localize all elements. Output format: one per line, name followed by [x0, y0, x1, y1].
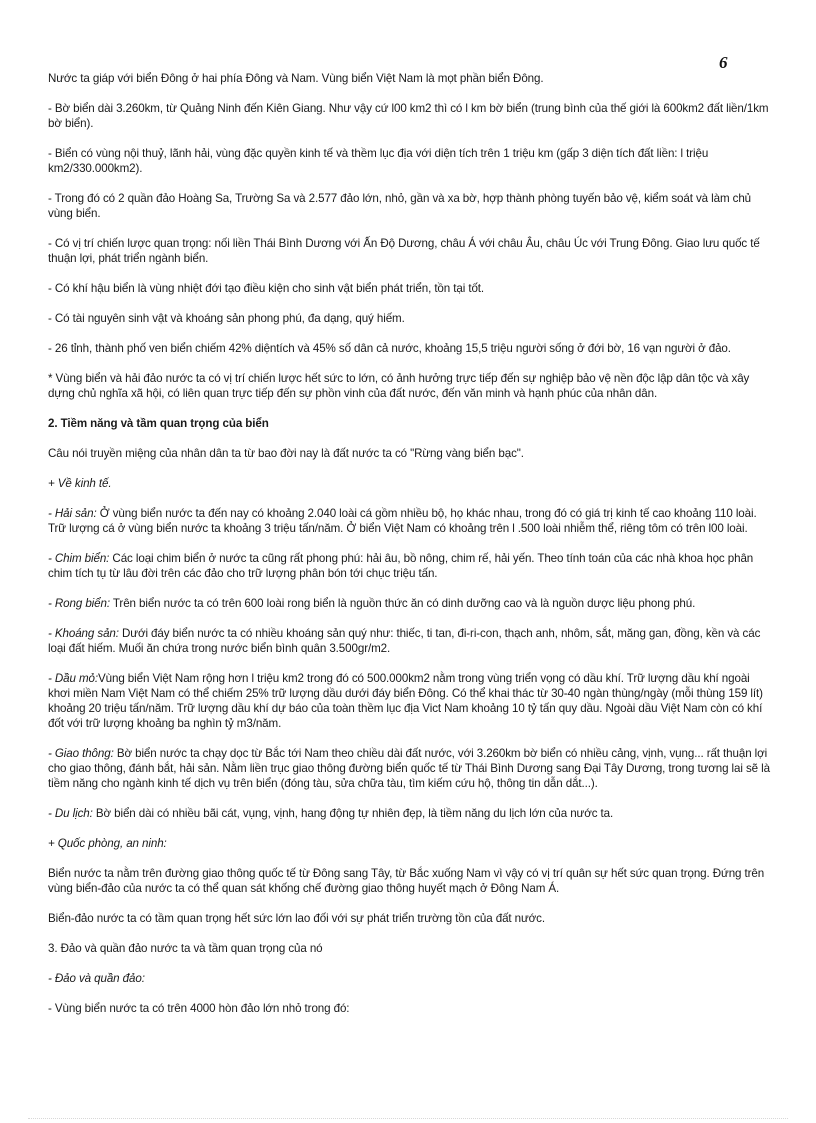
paragraph-coastline: - Bờ biển dài 3.260km, từ Quảng Ninh đến Kiên Giang. Như vậy cứ l00 km2 thì có l km bờ biển (trung bình của thế giới là 600km2 đất liền/1km bờ biển). [48, 102, 769, 130]
term-tourism: - Du lịch: [48, 807, 93, 820]
term-transport: - Giao thông: [48, 747, 114, 760]
paragraph-oil-text: Vùng biển Việt Nam rộng hơn l triệu km2 trong đó có 500.000km2 nằm trong vùng triển vọng có dầu khí. Trữ lượng dầu khí ngoài khơi miền Nam Việt Nam có thể chiếm 25% trữ lượng dầu dưới đáy biển Đông. Có thể khai thác từ 30-40 ngàn thùng/ngày (mỗi thùng 159 lít) khoảng 20 triệu tấn/năm. Trữ lượng dầu khí dự báo của toàn thềm lục địa Vict Nam khoảng 10 tỷ tấn quy dầu. Ngoài dầu Việt Nam còn có khí đốt với trữ lượng khoảng ba nghìn tỷ m3/năm. [48, 672, 763, 730]
subheading-economy: + Về kinh tế. [48, 477, 112, 490]
paragraph-intro: Nước ta giáp với biển Đông ở hai phía Đông và Nam. Vùng biển Việt Nam là mọt phần biển Đông. [48, 72, 544, 85]
paragraph-military-position: Biển nước ta nằm trên đường giao thông quốc tế từ Đông sang Tây, từ Bắc xuống Nam vì vậy có vị trí quân sự hết sức quan trọng. Đứng trên vùng biển-đảo của nước ta có thể quan sát khống chế đường giao thông huyết mạch ở Đông Nam Á. [48, 867, 765, 895]
paragraph-strategic-position: - Có vị trí chiến lược quan trọng: nối liền Thái Bình Dương với Ấn Độ Dương, châu Á với châu Âu, châu Úc với Trung Đông. Giao lưu quốc tế thuận lợi, phát triển ngành biển. [48, 237, 760, 265]
paragraph-climate: - Có khí hậu biển là vùng nhiệt đới tạo điều kiện cho sinh vật biển phát triển, tồn tại tốt. [48, 282, 485, 295]
section-heading-potential: 2. Tiềm năng và tầm quan trọng của biển [48, 417, 269, 430]
section-heading-islands: 3. Đảo và quần đảo nước ta và tầm quan trọng của nó [48, 942, 323, 955]
document-body [48, 71, 772, 1031]
paragraph-seaweed-text: Trên biển nước ta có trên 600 loài rong biển là nguồn thức ăn có dinh dưỡng cao và là nguồn dược liệu phong phú. [109, 597, 696, 610]
page-number: 6 [719, 53, 728, 72]
paragraph-transport-text: Bờ biển nước ta chạy dọc từ Bắc tới Nam theo chiều dài đất nước, với 3.260km bờ biển có nhiều cảng, vịnh, vụng... rất thuận lợi cho giao thông, đánh bắt, hải sản. Nằm liền trục giao thông đường biển quốc tế từ Thái Bình Dương sang Đại Tây Dương, trong tương lai sẽ là tiềm năng cho ngành kinh tế dịch vụ trên biển (đóng tàu, sửa chữa tàu, tìm kiếm cứu hộ, thông tin dẫn dắt...). [48, 747, 770, 790]
paragraph-minerals-text: Dưới đáy biển nước ta có nhiều khoáng sản quý như: thiếc, ti tan, đi-ri-con, thạch anh, nhôm, sắt, măng gan, đồng, kền và các loại đất hiếm. Muối ăn chứa trong nước biển bình quân 3.500gr/m2. [48, 627, 761, 655]
subheading-islands: - Đảo và quần đảo: [48, 972, 145, 985]
subheading-defense: + Quốc phòng, an ninh: [48, 837, 167, 850]
term-seafood: - Hải sản: [48, 507, 97, 520]
paragraph-importance: Biển-đảo nước ta có tầm quan trọng hết sức lớn lao đối với sự phát triển trường tồn của đất nước. [48, 912, 545, 925]
term-seaweed: - Rong biển: [48, 597, 110, 610]
paragraph-sea-zones: - Biển có vùng nội thuỷ, lãnh hải, vùng đặc quyền kinh tế và thềm lục địa với diện tích trên 1 triệu km (gấp 3 diện tích đất liền: l triệu km2/330.000km2). [48, 147, 709, 175]
term-oil: - Dầu mỏ: [48, 672, 98, 685]
term-seabirds: - Chim biển: [48, 552, 110, 565]
paragraph-archipelagos: - Trong đó có 2 quần đảo Hoàng Sa, Trường Sa và 2.577 đảo lớn, nhỏ, gần và xa bờ, hợp thành phòng tuyến bảo vệ, kiểm soát và làm chủ vùng biển. [48, 192, 752, 220]
paragraph-strategic-summary: * Vùng biển và hải đảo nước ta có vị trí chiến lược hết sức to lớn, có ảnh hưởng trực tiếp đến sự nghiệp bảo vệ nền độc lập dân tộc và xây dựng chủ nghĩa xã hội, có liên quan trực tiếp đến sự phồn vinh của đất nước, đến văn minh và hạnh phúc của nhân dân. [48, 372, 750, 400]
paragraph-tourism-text: Bờ biển dài có nhiều bãi cát, vụng, vịnh, hang động tự nhiên đẹp, là tiềm năng du lịch lớn của nước ta. [92, 807, 614, 820]
paragraph-seafood [48, 506, 772, 536]
paragraph-island-count: - Vùng biển nước ta có trên 4000 hòn đảo lớn nhỏ trong đó: [48, 1002, 350, 1015]
paragraph-seaweed [48, 596, 772, 611]
paragraph-saying: Câu nói truyền miệng của nhân dân ta từ bao đời nay là đất nước ta có "Rừng vàng biển bạc". [48, 447, 524, 460]
paragraph-seabirds-text: Các loại chim biển ở nước ta cũng rất phong phú: hải âu, bồ nông, chim rế, hải yến. Theo tính toán của các nhà khoa học phân chim tích tụ từ lâu đời trên các đảo cho trữ lượng phân bón tới chục triệu tấn. [48, 552, 754, 580]
page-bottom-divider [28, 1118, 788, 1119]
paragraph-resources: - Có tài nguyên sinh vật và khoáng sản phong phú, đa dạng, quý hiếm. [48, 312, 405, 325]
paragraph-oil [48, 671, 772, 731]
paragraph-seabirds [48, 551, 772, 581]
paragraph-seafood-text: Ở vùng biển nước ta đến nay có khoảng 2.040 loài cá gồm nhiều bộ, họ khác nhau, trong đó có giá trị kinh tế cao khoảng 110 loài. Trữ lượng cá ở vùng biển nước ta khoảng 3 triệu tấn/năm. Ở biển Việt Nam có khoảng trên l .500 loài nhiễm thể, riêng tôm có trên l00 loài. [48, 507, 757, 535]
paragraph-tourism [48, 806, 772, 821]
paragraph-coastal-provinces: - 26 tỉnh, thành phố ven biển chiếm 42% diệntích và 45% số dân cả nước, khoảng 15,5 triệu người sống ở đới bờ, 16 vạn người ở đảo. [48, 342, 731, 355]
paragraph-minerals [48, 626, 772, 656]
paragraph-transport [48, 746, 772, 791]
term-minerals: - Khoáng sản: [48, 627, 119, 640]
